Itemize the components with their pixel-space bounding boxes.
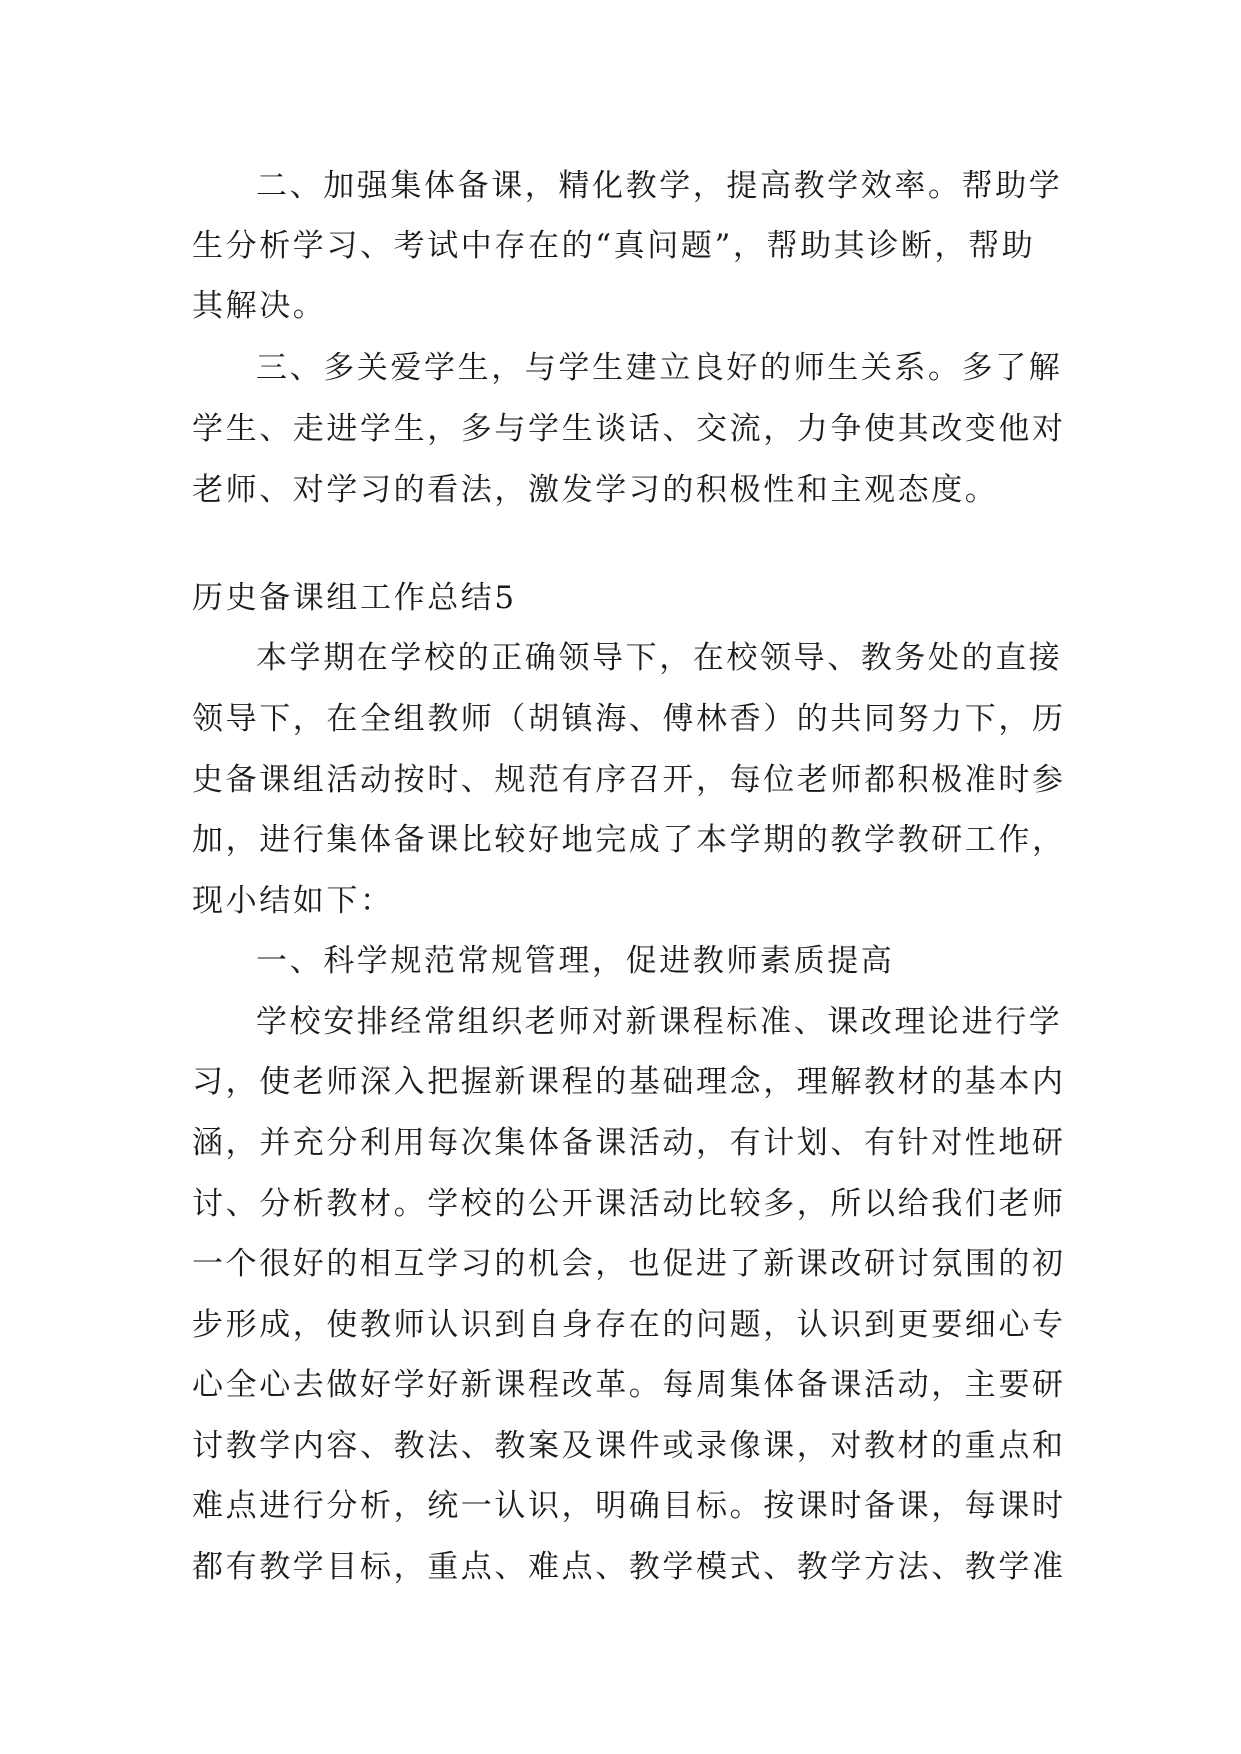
- paragraph-line: 都有教学目标，重点、难点、教学模式、教学方法、教学准: [192, 1549, 1066, 1585]
- paragraph-line: 现小结如下：: [192, 883, 394, 919]
- paragraph-line: 史备课组活动按时、规范有序召开，每位老师都积极准时参: [192, 762, 1066, 798]
- paragraph-line: 心全心去做好学好新课程改革。每周集体备课活动，主要研: [192, 1367, 1066, 1403]
- paragraph-line: 领导下，在全组教师（胡镇海、傅林香）的共同努力下，历: [192, 701, 1066, 737]
- paragraph-line: 二、加强集体备课，精化教学，提高教学效率。帮助学: [256, 168, 1063, 204]
- paragraph-line: 学校安排经常组织老师对新课程标准、课改理论进行学: [256, 1004, 1063, 1040]
- paragraph-line: 学生、走进学生，多与学生谈话、交流，力争使其改变他对: [192, 411, 1066, 447]
- paragraph-line: 难点进行分析，统一认识，明确目标。按课时备课，每课时: [192, 1488, 1066, 1524]
- paragraph-line: 讨教学内容、教法、教案及课件或录像课，对教材的重点和: [192, 1428, 1066, 1464]
- paragraph-line: 本学期在学校的正确领导下，在校领导、教务处的直接: [256, 640, 1063, 676]
- paragraph-line: 讨、分析教材。学校的公开课活动比较多，所以给我们老师: [192, 1186, 1066, 1222]
- section-title: 历史备课组工作总结5: [192, 580, 517, 616]
- paragraph-line: 其解决。: [192, 288, 327, 324]
- paragraph-line: 步形成，使教师认识到自身存在的问题，认识到更要细心专: [192, 1307, 1066, 1343]
- paragraph-line: 涵，并充分利用每次集体备课活动，有计划、有针对性地研: [192, 1125, 1066, 1161]
- paragraph-line: 习，使老师深入把握新课程的基础理念，理解教材的基本内: [192, 1064, 1066, 1100]
- paragraph-line: 老师、对学习的看法，激发学习的积极性和主观态度。: [192, 472, 999, 508]
- paragraph-line: 生分析学习、考试中存在的“真问题”，帮助其诊断，帮助: [192, 228, 1036, 264]
- subheading-line: 一、科学规范常规管理，促进教师素质提高: [256, 943, 895, 979]
- paragraph-line: 加，进行集体备课比较好地完成了本学期的教学教研工作，: [192, 822, 1066, 858]
- paragraph-line: 三、多关爱学生，与学生建立良好的师生关系。多了解: [256, 350, 1063, 386]
- paragraph-line: 一个很好的相互学习的机会，也促进了新课改研讨氛围的初: [192, 1246, 1066, 1282]
